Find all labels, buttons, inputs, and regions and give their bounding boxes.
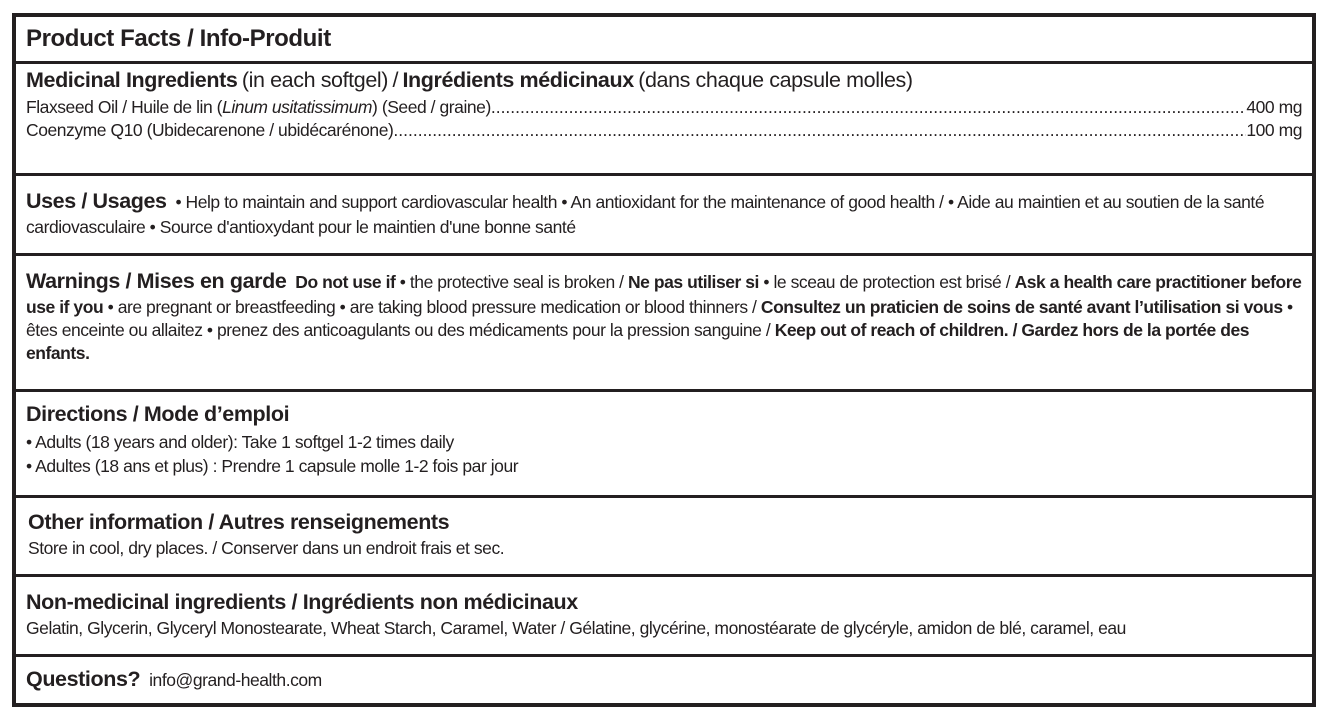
directions-line-en: • Adults (18 years and older): Take 1 softgel 1-2 times daily: [26, 431, 454, 452]
panel-title: Product Facts / Info-Produit: [26, 25, 331, 53]
uses-section: [16, 173, 1312, 253]
non-medicinal-section: [16, 574, 1312, 654]
directions-line-fr: • Adultes (18 ans et plus) : Prendre 1 capsule molle 1-2 fois par jour: [26, 455, 519, 476]
uses-text: • Help to maintain and support cardiovascular health • An antioxidant for the maintenance of good health / • Aide au maintien et au soutien de la santé cardiovasculaire • Source d'antioxydant pour le maintien d'une bonne santé: [26, 192, 1265, 237]
questions-heading: Questions?: [26, 667, 141, 692]
ingredient-amount: 400 mg: [1246, 96, 1302, 117]
medicinal-heading: Medicinal Ingredients (in each softgel) / Ingrédients médicinaux (dans chaque capsule molles): [26, 68, 913, 92]
medicinal-ingredients-section: [16, 61, 1312, 173]
warnings-heading: Warnings / Mises en garde: [26, 269, 287, 293]
title-section: [16, 17, 1312, 61]
leader-dots: [491, 96, 1246, 119]
directions-heading: Directions / Mode d’emploi: [26, 402, 290, 426]
non-medicinal-heading: Non-medicinal ingredients / Ingrédients non médicinaux: [26, 590, 578, 614]
contact-email: info@grand-health.com: [149, 669, 322, 690]
product-facts-panel: [12, 13, 1316, 707]
non-medicinal-text: Gelatin, Glycerin, Glyceryl Monostearate, Wheat Starch, Caramel, Water / Gélatine, glycérine, monostéarate de glycéryle, amidon de blé, caramel, eau: [26, 617, 1126, 638]
uses-heading: Uses / Usages: [26, 189, 167, 213]
ingredient-row-coq10: Coenzyme Q10 (Ubidecarenone / ubidécarénone) ..... 100 mg: [26, 119, 1302, 142]
ingredient-amount: 100 mg: [1246, 119, 1302, 140]
warnings-section: Warnings / Mises en garde Do not use if • the protective seal is broken / Ne pas utiliser si • le sceau de protection est brisé / Ask a health care practitioner before use if you • are pregnant or breastfeeding • are taking blood pressure medication or blood thinners / Consultez un praticien de soins de santé avant l’utilisation si vous • êtes enceinte ou allaitez • prenez des anticoagulants ou des médicaments pour la pression sanguine / Keep out of reach of children. / Gardez hors de la portée des enfants.: [16, 253, 1312, 389]
other-information-section: [16, 495, 1312, 574]
other-information-text: Store in cool, dry places. / Conserver dans un endroit frais et sec.: [28, 537, 505, 558]
ingredient-row-flaxseed: Flaxseed Oil / Huile de lin (Linum usitatissimum) (Seed / graine) ..... 400 mg: [26, 96, 1302, 119]
leader-dots: [393, 119, 1246, 142]
other-information-heading: Other information / Autres renseignements: [28, 510, 450, 534]
directions-section: [16, 389, 1312, 495]
questions-section: [16, 654, 1312, 703]
